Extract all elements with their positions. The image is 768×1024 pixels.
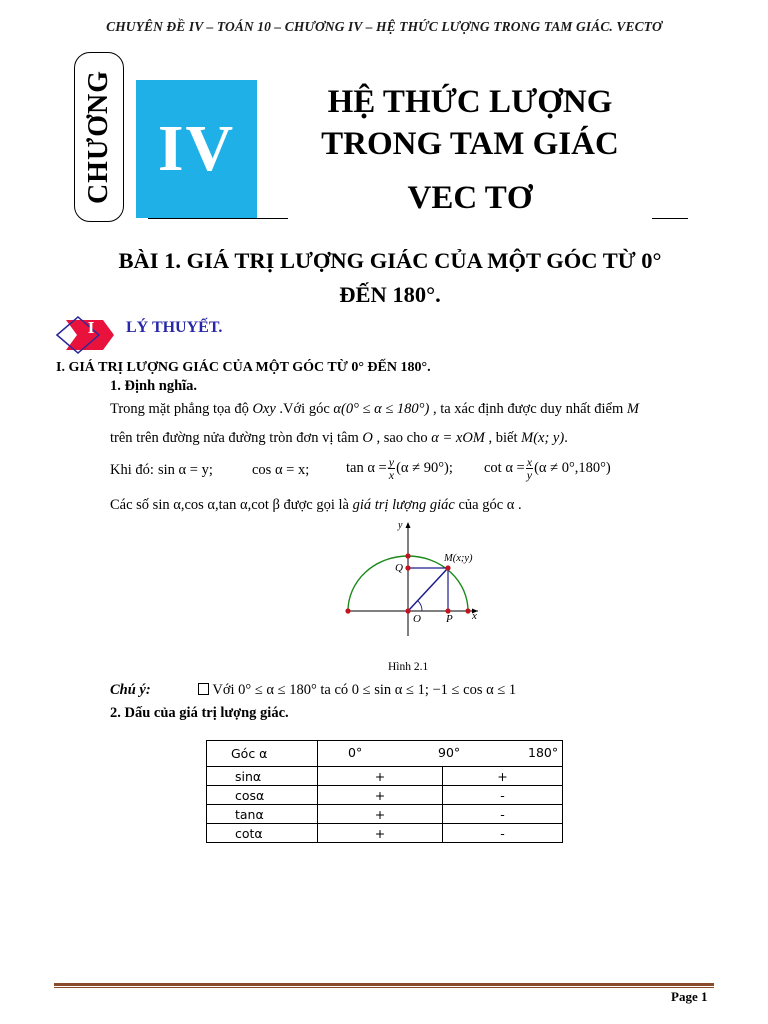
table-row: cosα + - (207, 786, 563, 805)
trig-values-sentence: Các số sin α,cos α,tan α,cot β được gọi là giá trị lượng giác của góc α . (110, 497, 522, 513)
lesson-title-line2: ĐẾN 180°. (339, 282, 441, 307)
section-number: I (87, 318, 95, 337)
chapter-title-line1: HỆ THỨC LƯỢNG (327, 84, 613, 120)
sign-heading: 2. Dấu của giá trị lượng giác. (110, 705, 289, 721)
definition-paragraph-line1: Trong mặt phẳng tọa độ Oxy .Với góc α(0° ≤ α ≤ 180°) , ta xác định được duy nhất điểm M (110, 401, 639, 417)
lesson-title-line1: BÀI 1. GIÁ TRỊ LƯỢNG GIÁC CỦA MỘT GÓC TỪ 0° (118, 248, 662, 273)
table-row: sinα + + (207, 767, 563, 786)
sign-table (206, 740, 563, 843)
point-o (405, 608, 410, 613)
chapter-label: CHƯƠNG (83, 69, 114, 205)
sin-definition: sin α = y; (158, 462, 213, 478)
label-q: Q (395, 562, 403, 574)
running-header: CHUYÊN ĐỀ IV – TOÁN 10 – CHƯƠNG IV – HỆ THỨC LƯỢNG TRONG TAM GIÁC. VECTƠ (106, 19, 662, 34)
label-p: P (446, 613, 453, 625)
point-m (445, 565, 450, 570)
title-rule-right (652, 218, 688, 219)
label-x: x (472, 610, 477, 622)
section-title: LÝ THUYẾT. (126, 319, 223, 336)
table-header-row (207, 741, 563, 767)
label-o: O (413, 613, 421, 625)
cos-definition: cos α = x; (252, 462, 310, 478)
figure-caption: Hình 2.1 (388, 661, 429, 673)
khi-do-label: Khi đó: (110, 462, 154, 478)
label-y: y (398, 520, 403, 531)
part1-heading: I. GIÁ TRỊ LƯỢNG GIÁC CỦA MỘT GÓC TỪ 0° ĐẾN 180°. (56, 360, 431, 375)
footer-rule (54, 983, 714, 986)
table-row: cotα + - (207, 824, 563, 843)
footer-rule-thin (54, 987, 714, 988)
title-rule-left (148, 218, 288, 219)
unit-semicircle-figure (330, 518, 490, 636)
chapter-number-box (136, 80, 257, 218)
definition-paragraph-line2: trên trên đường nửa đường tròn đơn vị tâm O , sao cho α = xOM , biết M(x; y). (110, 430, 568, 446)
chapter-title-line3: VEC TƠ (407, 180, 533, 216)
table-header-angles: 0° 90° 180° (318, 741, 563, 767)
note-label: Chú ý: (110, 682, 151, 698)
note-text: Với 0° ≤ α ≤ 180° ta có 0 ≤ sin α ≤ 1; −1 ≤ cos α ≤ 1 (198, 682, 516, 699)
cot-definition: cot α = $\frac{x}{y}$ (α ≠ 0°,180°) (484, 455, 611, 482)
chapter-title-line2: TRONG TAM GIÁC (321, 126, 619, 162)
point-q (405, 565, 410, 570)
label-m: M(x;y) (444, 553, 473, 564)
table-row: tanα + - (207, 805, 563, 824)
chapter-number: IV (157, 112, 236, 185)
radius-om (408, 568, 448, 611)
note-bullet-icon (198, 683, 209, 695)
tan-definition: tan α = $\frac{y}{x}$ (α ≠ 90°); (346, 455, 453, 482)
definition-heading: 1. Định nghĩa. (110, 378, 198, 394)
table-header-cell: Góc α (207, 741, 318, 767)
page-number: Page 1 (671, 989, 708, 1004)
